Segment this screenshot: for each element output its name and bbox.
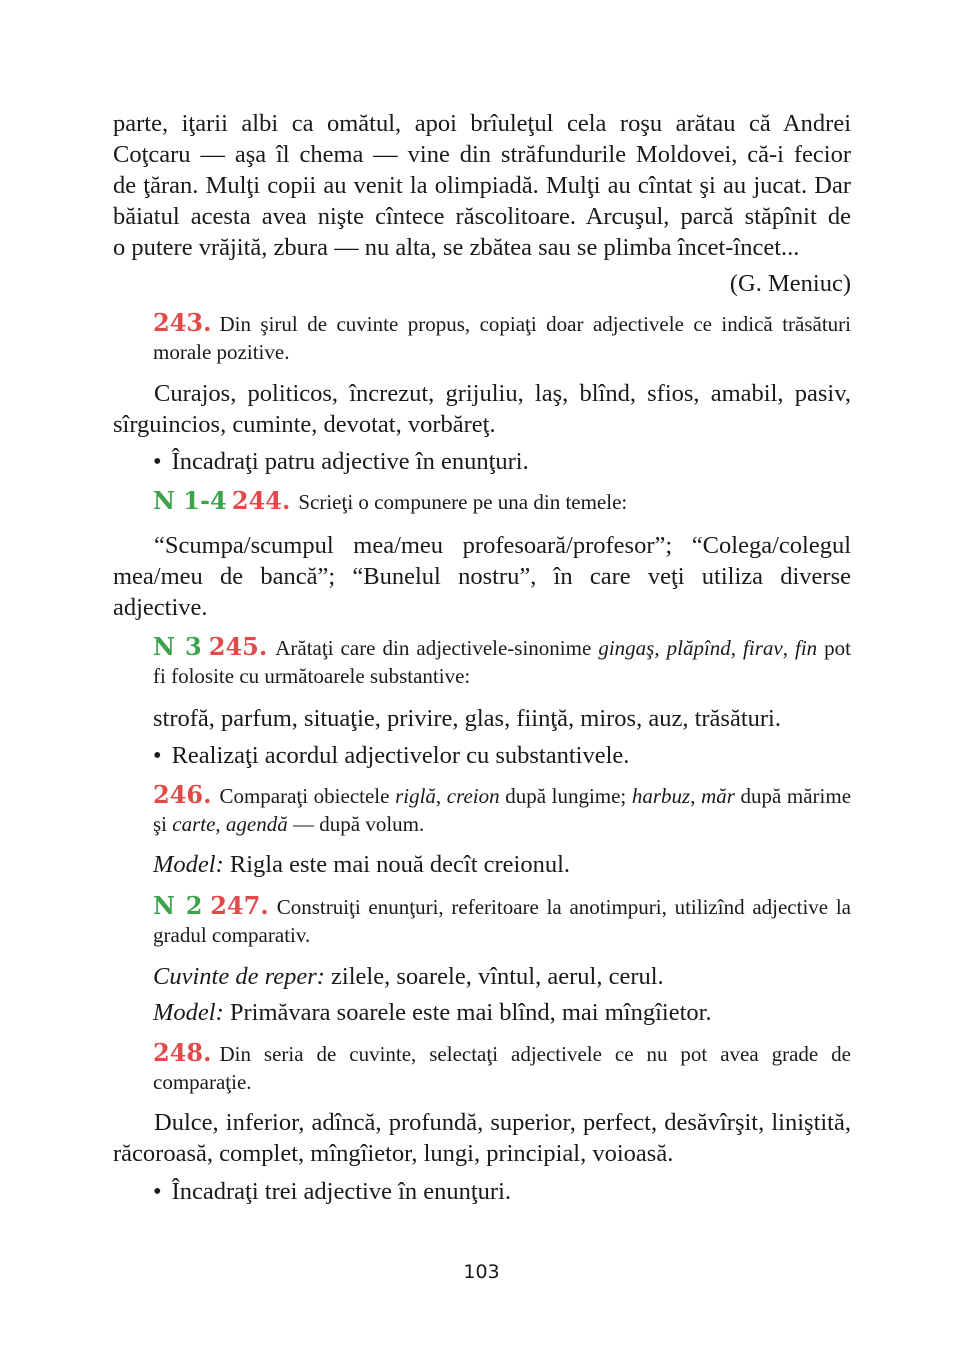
exercise-246: 246. Comparaţi obiectele riglă, creion după lungime; harbuz, măr după mărime şi carte, agendă — după volum. bbox=[153, 780, 852, 836]
exercise-248 bbox=[153, 1039, 851, 1096]
exercise-instruction: Din şirul de cuvinte propus, copiaţi doar adjectivele ce indică trăsături morale pozitive. bbox=[153, 312, 851, 364]
synonym-word: fin bbox=[794, 636, 818, 660]
quote-source: (G. Meniuc) bbox=[729, 270, 851, 297]
object-word: riglă bbox=[395, 784, 436, 808]
level-marker: N 3 bbox=[153, 632, 202, 661]
exercise-instruction: Scrieţi o compunere pe una din temele: bbox=[298, 490, 628, 514]
object-word: măr bbox=[701, 784, 735, 808]
bullet-task-245 bbox=[153, 740, 629, 771]
exercise-243 bbox=[153, 309, 851, 366]
bullet-text: Realizaţi acordul adjectivelor cu substantivele. bbox=[171, 742, 630, 769]
exercise-number: 247. bbox=[210, 891, 269, 920]
object-word: harbuz bbox=[631, 784, 691, 808]
model-label: Model: bbox=[153, 851, 224, 878]
object-word: carte bbox=[172, 812, 216, 836]
cue-text: zilele, soarele, vîntul, aerul, cerul. bbox=[324, 963, 664, 990]
synonym-word: plăpînd bbox=[666, 636, 731, 660]
exercise-number: 248. bbox=[153, 1038, 212, 1067]
exercise-247 bbox=[153, 892, 851, 949]
model-246 bbox=[153, 849, 570, 880]
bullet-text: Încadraţi trei adjective în enunţuri. bbox=[171, 1178, 512, 1205]
bullet-icon: • bbox=[153, 1178, 162, 1205]
bullet-task-248 bbox=[153, 1176, 511, 1207]
object-word: agendă bbox=[225, 812, 288, 836]
bullet-icon: • bbox=[153, 742, 162, 769]
exercise-244 bbox=[153, 487, 851, 516]
page-number: 103 bbox=[463, 1261, 500, 1283]
exercise-245: N 3 245. Arătaţi care din adjectivele-sinonime gingaş, plăpînd, firav, fin pot fi folosite cu următoarele substantive: bbox=[153, 632, 852, 688]
model-label: Model: bbox=[153, 999, 224, 1026]
intro-line-1: parte, iţarii albi ca omătul, apoi brîuleţul cela roşu arătau că Andrei bbox=[113, 110, 851, 137]
intro-line-4: băiatul acesta avea nişte cîntece răscolitoare. Arcuşul, parcă stăpînit de bbox=[113, 203, 851, 230]
exercise-instruction: Construiţi enunţuri, referitoare la anotimpuri, utilizînd adjective la gradul comparativ. bbox=[153, 895, 852, 947]
intro-line-3: de ţăran. Mulţi copii au venit la olimpiadă. Mulţi au cîntat şi au jucat. Dar bbox=[113, 172, 851, 199]
exercise-number: 245. bbox=[208, 632, 268, 661]
level-marker: N 1-4 bbox=[153, 486, 227, 515]
cue-label: Cuvinte de reper: bbox=[153, 963, 325, 990]
exercise-instruction: Comparaţi obiectele bbox=[219, 784, 390, 808]
model-247 bbox=[153, 997, 712, 1028]
synonym-word: firav bbox=[743, 636, 783, 660]
object-word: creion bbox=[446, 784, 500, 808]
word-list-243: Curajos, politicos, încrezut, grijuliu, laş, blînd, sfios, amabil, pasiv, sîrguincios, cuminte, devotat, vorbăreţ. bbox=[113, 380, 851, 438]
exercise-number: 246. bbox=[153, 780, 212, 809]
exercise-number: 243. bbox=[153, 308, 212, 337]
composition-themes: “Scumpa/scumpul mea/meu profesoară/profesor”; “Colega/colegul mea/meu de bancă”; “Bunelul nostru”, în care veţi utiliza diverse adjective. bbox=[113, 532, 851, 621]
intro-line-2: Coţcaru — aşa îl chema — vine din străfundurile Moldovei, că-i fecior bbox=[113, 141, 851, 168]
intro-line-5: o putere vrăjită, zbura — nu alta, se zbătea sau se plimba încet-încet... bbox=[113, 234, 800, 261]
synonym-word: gingaş bbox=[598, 636, 655, 660]
bullet-text: Încadraţi patru adjective în enunţuri. bbox=[171, 448, 529, 475]
model-text: Primăvara soarele este mai blînd, mai mîngîietor. bbox=[223, 999, 712, 1026]
word-list-248: Dulce, inferior, adîncă, profundă, superior, perfect, desăvîrşit, liniştită, răcoroasă, complet, mîngîietor, lungi, principial, voioasă. bbox=[113, 1109, 851, 1167]
bullet-icon: • bbox=[153, 448, 162, 475]
model-text: Rigla este mai nouă decît creionul. bbox=[223, 851, 571, 878]
exercise-number: 244. bbox=[231, 486, 291, 515]
level-marker: N 2 bbox=[153, 891, 203, 920]
exercise-instruction: Arătaţi care din adjectivele-sinonime bbox=[275, 636, 592, 660]
cue-words-247 bbox=[153, 961, 664, 992]
noun-list-245: strofă, parfum, situaţie, privire, glas, fiinţă, miros, auz, trăsături. bbox=[153, 705, 781, 732]
intro-paragraph bbox=[113, 108, 851, 263]
exercise-instruction: Din seria de cuvinte, selectaţi adjectivele ce nu pot avea grade de comparaţie. bbox=[153, 1042, 851, 1094]
bullet-task-243 bbox=[153, 446, 529, 477]
